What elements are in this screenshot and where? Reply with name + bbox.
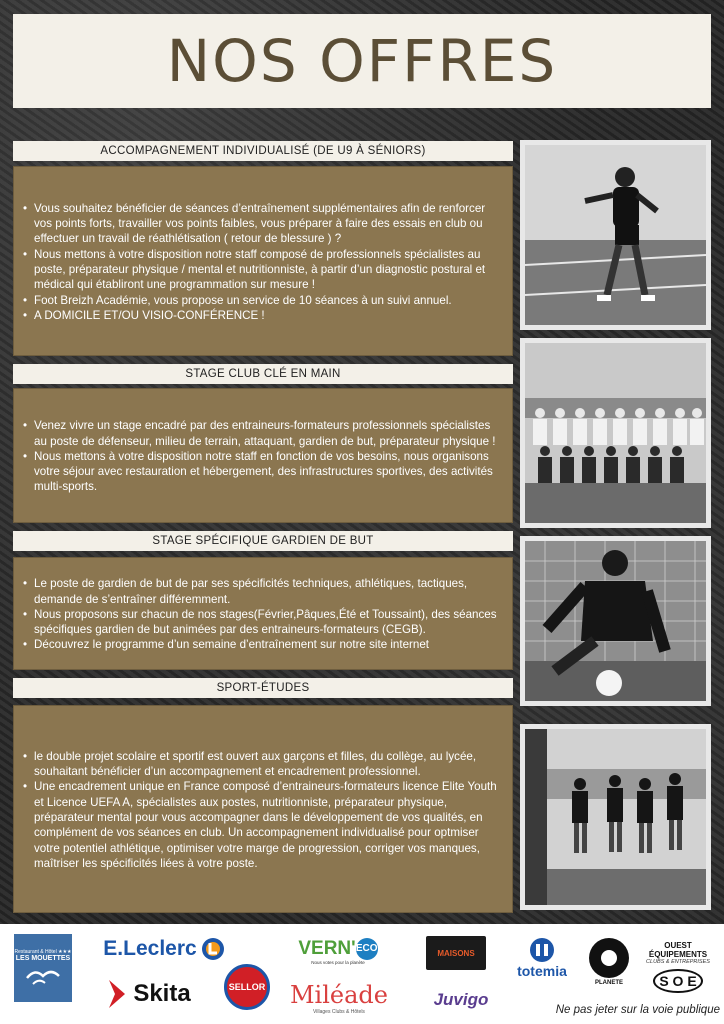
section-header-sport-etudes — [13, 678, 513, 698]
title-banner — [13, 14, 711, 108]
section-title: STAGE CLUB CLÉ EN MAIN — [185, 368, 341, 380]
logo-ouest-subtitle: CLUBS & ENTREPRISES — [646, 959, 710, 965]
section-title: SPORT-ÉTUDES — [216, 682, 310, 694]
photo-player-training-image — [525, 145, 706, 325]
logo-maisons — [426, 936, 486, 970]
photo-goalkeeper — [520, 536, 711, 706]
bullet-item: • A DOMICILE ET/OU VISIO-CONFÉRENCE ! — [22, 308, 504, 323]
photo-team-group-image — [525, 343, 706, 523]
logo-leclerc-text: E.Leclerc — [103, 937, 197, 960]
logo-les-mouettes — [14, 934, 72, 1002]
logo-leclerc — [96, 932, 232, 966]
sponsors-footer — [0, 924, 724, 1024]
section-header-gardien — [13, 531, 513, 551]
photo-goalkeeper-image — [525, 541, 706, 701]
skita-arrow-icon — [105, 978, 131, 1010]
page-title: NOS OFFRES — [166, 27, 558, 95]
logo-les-mouettes-text: LES MOUETTES — [15, 954, 71, 962]
section-header-stage-club — [13, 364, 513, 384]
logo-planete-text: PLANETE — [594, 980, 623, 986]
logo-vern-text: VERN' — [298, 937, 356, 959]
bullet-item: • Le poste de gardien de but de par ses spécificités techniques, athlétiques, tactiques, demande de s’entraîner différemment. — [22, 576, 504, 607]
logo-les-mouettes-subtitle: Restaurant & Hôtel ★★★ — [14, 948, 72, 955]
logo-totemia — [508, 932, 576, 984]
leclerc-l-icon — [201, 937, 225, 961]
logo-mileade — [284, 978, 394, 1018]
section-title: STAGE SPÉCIFIQUE GARDIEN DE BUT — [152, 535, 374, 547]
bullet-item: • Nous mettons à votre disposition notre staff composé de professionnels spécialistes au poste, préparateur physique / mental et nutritionniste, à partir d’un diagnostic postural et médical qui établiront une programmation sur mesure ! — [22, 247, 504, 293]
bullet-item: • Une encadrement unique en France composé d’entraineurs-formateurs licence Elite Youth et Licence UEFA A, spécialistes aux postes, nutritionniste, préparateur physique, préparateur mental pour vous accompagner dans le développement de vos qualités, en complément de vos séances en club. Un accompagnement individualisé pour optmiser votre potentiel athlétique, optimiser votre marge de progression, corriger vos manques, maîtriser les spécificités liées à votre poste. — [22, 779, 504, 871]
totemia-icon — [529, 937, 555, 963]
section-title: ACCOMPAGNEMENT INDIVIDUALISÉ (DE U9 À SÉNIORS) — [100, 145, 426, 157]
bullet-item: • le double projet scolaire et sportif est ouvert aux garçons et filles, du collège, au lycée, souhaitant bénéficier d’un accompagnement et encadrement professionnel. — [22, 749, 504, 780]
photo-player-training — [520, 140, 711, 330]
logo-eco-text: ECO — [356, 938, 378, 960]
section-header-accompagnement — [13, 141, 513, 161]
logo-vern-eco — [292, 930, 384, 972]
photo-sport-etudes-image — [525, 729, 706, 905]
bullet-item: • Nous proposons sur chacun de nos stages(Février,Pâques,Été et Toussaint), des séances spécifiques gardien de but animées par des entraineurs-formateurs (CEGB). — [22, 607, 504, 638]
logo-skita-text: Skita — [133, 980, 191, 1007]
disclaimer-text: Ne pas jeter sur la voie publique — [555, 1004, 720, 1016]
logo-ouest-equipements — [636, 932, 720, 1002]
bullet-item: • Découvrez le programme d’un semaine d’entraînement sur notre site internet — [22, 637, 504, 652]
photo-team-group — [520, 338, 711, 528]
logo-sellor-text: SELLOR — [228, 982, 266, 992]
photo-sport-etudes — [520, 724, 711, 910]
section-body-sport-etudes — [13, 705, 513, 913]
bullet-item: • Vous souhaitez bénéficier de séances d’entraînement supplémentaires afin de renforcer vos points forts, travailler vos points faibles, vous préparer à faire des essais en club ou effectuer un travail de réathlétisation ( retour de blessure ) ? — [22, 201, 504, 247]
logo-mileade-tagline: Villages Clubs & Hôtels — [313, 1009, 365, 1015]
bullet-item: • Nous mettons à votre disposition notre staff en fonction de vos besoins, nous organisons votre séjour avec restauration et hébergement, des infrastructures sportives, des activités multi-sports. — [22, 449, 504, 495]
logo-totemia-text: totemia — [517, 963, 567, 979]
section-body-stage-club — [13, 388, 513, 523]
bullet-item: • Venez vivre un stage encadré par des entraineurs-formateurs professionnels spécialistes au poste de défenseur, milieu de terrain, attaquant, gardien de but, préparateur physique ! — [22, 418, 504, 449]
seagull-icon — [23, 962, 63, 988]
logo-mileade-text: Miléade — [289, 981, 388, 1009]
logo-ouest-text: OUEST ÉQUIPEMENTS — [648, 941, 708, 959]
planete-circle-icon — [589, 938, 629, 978]
logo-skita — [96, 976, 200, 1012]
logo-maisons-text: MAISONS — [437, 948, 475, 958]
bullet-item: • Foot Breizh Académie, vous propose un service de 10 séances à un suivi annuel. — [22, 293, 504, 308]
section-body-accompagnement — [13, 166, 513, 356]
logo-planete — [586, 932, 632, 992]
logo-soe-text: S O E — [653, 969, 702, 993]
logo-juvigo-text: Juvigo — [433, 990, 489, 1009]
logo-vern-tagline: Nous votes pour la planète — [311, 959, 365, 965]
logo-sellor — [224, 964, 270, 1010]
logo-juvigo — [426, 986, 496, 1014]
section-body-gardien — [13, 557, 513, 670]
